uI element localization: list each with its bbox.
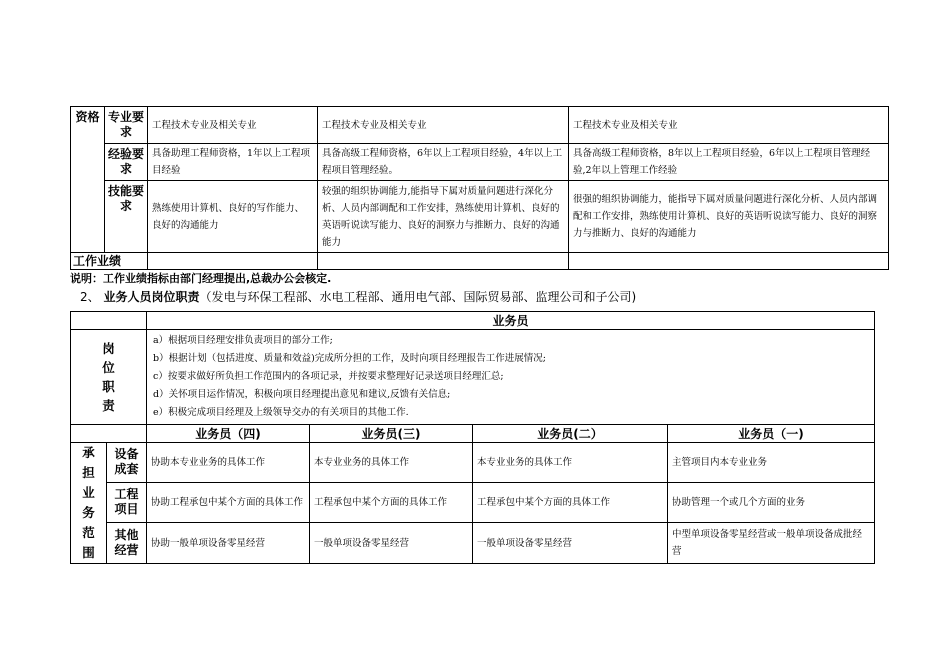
row-label-skill: 技能要求: [105, 181, 148, 253]
label-char: 范: [82, 525, 95, 540]
label-char: 担: [82, 465, 95, 480]
cell-major-1: 工程技术专业及相关专业: [148, 107, 318, 144]
label-char: 位: [102, 360, 115, 375]
scope-row-project: 工程项目: [107, 482, 147, 523]
cell-proj-1: 协助管理一个或几个方面的业务: [668, 482, 875, 523]
scope-row-other: 其他经营: [107, 523, 147, 564]
label-char: 围: [82, 545, 95, 560]
cell-other-2: 一般单项设备零星经营: [473, 523, 668, 564]
label-char: 岗: [102, 341, 115, 356]
qualification-table: [70, 106, 889, 270]
level-2: 业务员(二）: [473, 425, 668, 443]
label-char: 承: [82, 445, 95, 460]
label-char: 务: [82, 505, 95, 520]
section-departments: （发电与环保工程部、水电工程部、通用电气部、国际贸易部、监理公司和子公司): [199, 290, 637, 304]
duty-item: e）积极完成项目经理及上级领导交办的有关项目的其他工作.: [153, 407, 409, 418]
section-heading: [80, 288, 636, 305]
cell-skill-1: 熟练使用计算机、良好的写作能力、良好的沟通能力: [148, 181, 318, 253]
cell-perf-1: [148, 253, 318, 270]
duty-list: [147, 330, 875, 425]
cell-other-4: 协助一般单项设备零星经营: [147, 523, 310, 564]
label-char: 业: [82, 485, 95, 500]
header-business-staff: 业务员: [147, 312, 875, 330]
cell-skill-2: 较强的组织协调能力,能指导下属对质量问题进行深化分析、人员内部调配和工作安排，熟练使用计算机、良好的英语听说读写能力、良好的洞察力与推断力、良好的沟通能力: [318, 181, 569, 253]
scope-label: [71, 443, 107, 564]
qualification-label: 资格: [71, 107, 105, 253]
cell-other-3: 一般单项设备零星经营: [310, 523, 473, 564]
row-label-experience: 经验要求: [105, 144, 148, 181]
cell-major-3: 工程技术专业及相关专业: [569, 107, 889, 144]
cell-exp-3: 具备高级工程师资格，8年以上工程项目经验，6年以上工程项目管理经验,2年以上管理工作经验: [569, 144, 889, 181]
level-blank: [71, 425, 147, 443]
business-staff-table: [70, 311, 875, 564]
cell-equip-3: 本专业业务的具体工作: [310, 443, 473, 483]
cell-equip-1: 主管项目内本专业业务: [668, 443, 875, 483]
label-char: 职: [102, 379, 115, 394]
cell-proj-2: 工程承包中某个方面的具体工作: [473, 482, 668, 523]
cell-proj-4: 协助工程承包中某个方面的具体工作: [147, 482, 310, 523]
duty-item: a）根据项目经理安排负责项目的部分工作;: [153, 335, 333, 346]
duty-label: [71, 330, 147, 425]
label-char: 责: [102, 398, 115, 413]
cell-exp-2: 具备高级工程师资格，6年以上工程项目经验，4年以上工程项目管理经验。: [318, 144, 569, 181]
cell-proj-3: 工程承包中某个方面的具体工作: [310, 482, 473, 523]
duty-item: d）关怀项目运作情况，积极向项目经理提出意见和建议,反馈有关信息;: [153, 389, 451, 400]
cell-exp-1: 具备助理工程师资格，1年以上工程项目经验: [148, 144, 318, 181]
level-3: 业务员(三): [310, 425, 473, 443]
duty-item: b）根据计划（包括进度、质量和效益)完成所分担的工作，及时向项目经理报告工作进展情况;: [153, 353, 546, 364]
cell-other-1: 中型单项设备零星经营或一般单项设备成批经营: [668, 523, 875, 564]
section-title: 业务人员岗位职责: [103, 290, 200, 304]
cell-major-2: 工程技术专业及相关专业: [318, 107, 569, 144]
cell-equip-2: 本专业业务的具体工作: [473, 443, 668, 483]
cell-perf-3: [569, 253, 889, 270]
header-blank: [71, 312, 147, 330]
row-label-major: 专业要求: [105, 107, 148, 144]
section-number: 2、: [80, 290, 100, 304]
scope-row-equipment: 设备成套: [107, 443, 147, 483]
duty-item: c）按要求做好所负担工作范围内的各项记录，并按要求整理好记录送项目经理汇总;: [153, 371, 504, 382]
level-1: 业务员（一): [668, 425, 875, 443]
level-4: 业务员（四): [147, 425, 310, 443]
row-label-performance: 工作业绩: [71, 253, 148, 270]
cell-equip-4: 协助本专业业务的具体工作: [147, 443, 310, 483]
note-text: 说明：工作业绩指标由部门经理提出,总裁办公会核定.: [70, 272, 332, 285]
cell-perf-2: [318, 253, 569, 270]
cell-skill-3: 很强的组织协调能力，能指导下属对质量问题进行深化分析、人员内部调配和工作安排，熟练使用计算机、良好的英语听说读写能力、良好的洞察力与推断力、良好的沟通能力: [569, 181, 889, 253]
